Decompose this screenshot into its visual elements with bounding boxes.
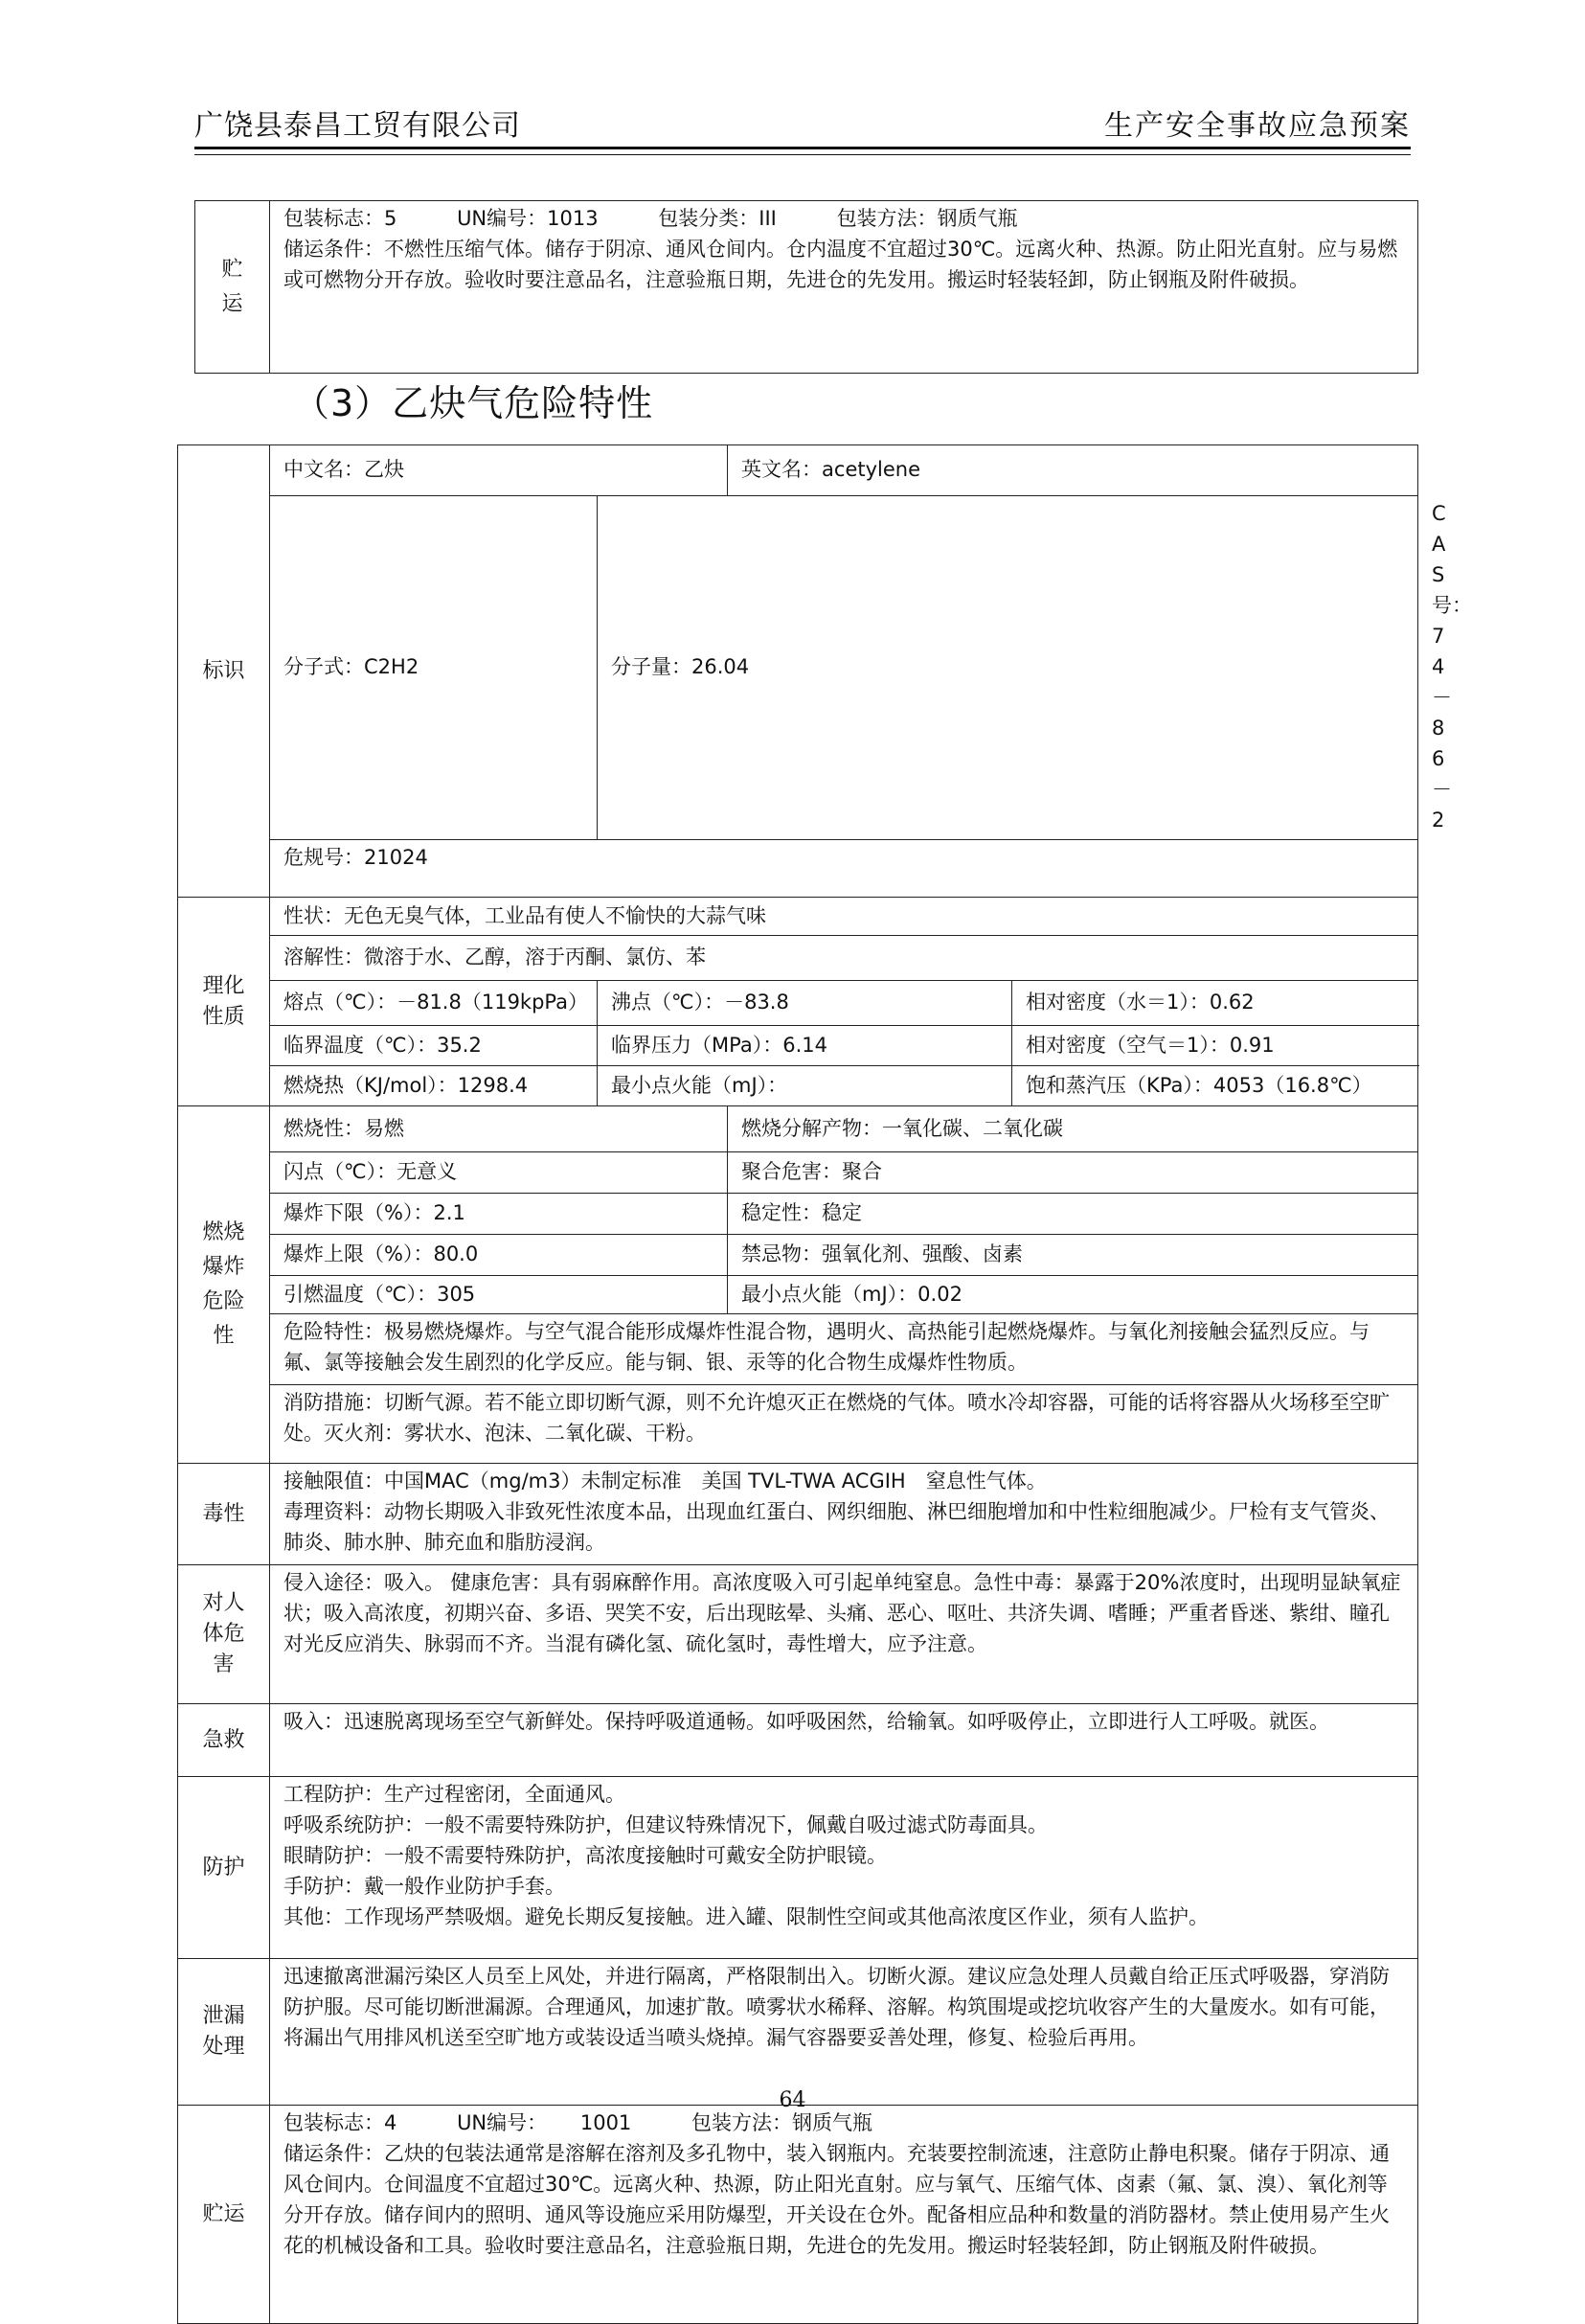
autoignition-temperature: 引燃温度（℃）：305 bbox=[270, 1276, 728, 1314]
category-cell bbox=[195, 201, 270, 374]
section-title: （3）乙炔气危险特性 bbox=[293, 382, 654, 424]
formula: 分子式：C2H2 bbox=[270, 496, 598, 840]
eye-protection: 眼睛防护：一般不需要特殊防护，高浓度接触时可戴安全防护眼镜。 bbox=[283, 1844, 887, 1867]
header-rule-thin bbox=[194, 154, 1411, 155]
toxicology: 毒理资料：动物长期吸入非致死性浓度本品，出现血红蛋白、网织细胞、淋巴细胞增加和中性粒细胞减少。尸检有支气管炎、肺炎、肺水肿、肺充血和脂肪浸润。 bbox=[283, 1500, 1390, 1554]
category-cell bbox=[178, 2106, 270, 2324]
polymerization-hazard: 聚合危害：聚合 bbox=[728, 1152, 1418, 1194]
storage-conditions: 储运条件：乙炔的包装法通常是溶解在溶剂及多孔物中，装入钢瓶内。充装要控制流速，注意防止静电积聚。储存于阴凉、通风仓间内。仓间温度不宜超过30℃。远离火种、热源，防止阳光直射。应与氧气、压缩气体、卤素（氟、氯、溴）、氧化剂等分开存放。储存间内的照明、通风等设施应采用防爆型，开关设在仓外。配备相应品种和数量的消防器材。禁止使用易产生火花的机械设备和工具。验收时要注意品名，注意验瓶日期，先进仓的先发用。搬运时轻装轻卸，防止钢瓶及附件破损。 bbox=[283, 2142, 1390, 2257]
hand-protection: 手防护：戴一般作业防护手套。 bbox=[283, 1875, 565, 1898]
category-label: 贮运 bbox=[221, 257, 243, 316]
category-cell bbox=[178, 1464, 270, 1565]
min-ignition-energy: 最小点火能（mJ）： bbox=[598, 1066, 1012, 1106]
category-label: 急救 bbox=[202, 1727, 245, 1752]
category-cell bbox=[178, 1106, 270, 1464]
category-label: 理化性质 bbox=[202, 973, 245, 1029]
packaging-mark: 包装标志：4 bbox=[283, 2111, 397, 2134]
relative-density-air: 相对密度（空气＝1）：0.91 bbox=[1012, 1026, 1418, 1066]
header-rule-thick bbox=[194, 147, 1411, 149]
decomposition-products: 燃烧分解产物：一氧化碳、二氧化碳 bbox=[728, 1106, 1418, 1152]
acetylene-hazard-table: 标识 中文名：乙炔 英文名：acetylene 分子式：C2H2 分子量：26.04 CAS号：74－86－2 危规号：21024 理化性质 性状：无色无臭气体，工业品有使人不愉快的大蒜气味 溶解性：微溶于水、乙醇，溶于丙酮、氯仿、苯 熔点（℃）：－81.8（119kpPa） 沸点（℃）：－83.8 相对密度（水＝1）：0.62 临界温度（℃）：35.2 临界压力（MPa）：6.14 相对密度（空气＝1）：0.91 燃烧热（KJ/mol）：1298.4 最小点火能（mJ）： 饱和蒸汽压（KPa）：4053（16.8℃） 燃烧爆炸危险性 燃烧性：易燃 燃烧分解产物：一氧化碳、二氧化碳 闪点（℃）：无意义 聚合危害：聚合 爆炸下限（%）：2.1 稳定性：稳定 爆炸上限（%）：80.0 禁忌物：强氧化剂、强酸、卤素 引燃温度（℃）：305 最小点火能（mJ）：0.02 危险特性：极易燃烧爆炸。与空气混合能形成爆炸性混合物，遇明火、高热能引起燃烧爆炸。与氧化剂接触会猛烈反应。与氟、氯等接触会发生剧烈的化学反应。能与铜、银、汞等的化合物生成爆炸性物质。 消防措施：切断气源。若不能立即切断气源，则不允许熄灭正在燃烧的气体。喷水冷却容器，可能的话将容器从火场移至空旷处。灭火剂：雾状水、泡沫、二氧化碳、干粉。 毒性 接触限值：中国MAC（mg/m3）未制定标准 美国 TVL-TWA ACGIH 窒息性气体。 毒理资料：动物长期吸入非致死性浓度本品，出现血红蛋白、网织细胞、淋巴细胞增加和中性粒细胞减少。尸检有支气管炎、肺炎、肺水肿、肺充血和脂肪浸润。 对人体危害 侵入途径：吸入。 健康危害：具有弱麻醉作用。高浓度吸入可引起单纯窒息。急性中毒：暴露于20%浓度时，出现明显缺氧症状；吸入高浓度，初期兴奋、多语、哭笑不安，后出现眩晕、头痛、恶心、呕吐、共济失调、嗜睡；严重者昏迷、紫绀、瞳孔对光反应消失、脉弱而不齐。当混有磷化氢、硫化氢时，毒性增大，应予注意。 急救 吸入：迅速脱离现场至空气新鲜处。保持呼吸道通畅。如呼吸困然，给输氧。如呼吸停止，立即进行人工呼吸。就医。 防护 工程防护：生产过程密闭，全面通风。 呼吸系统防护：一般不需要特殊防护，但建议特殊情况下，佩戴自吸过滤式防毒面具。 眼睛防护：一般不需要特殊防护，高浓度接触时可戴安全防护眼镜。 手防护：戴一般作业防护手套。 其他：工作现场严禁吸烟。避免长期反复接触。进入罐、限制性空间或其他高浓度区作业，须有人监护。 泄漏处理 迅速撤离泄漏污染区人员至上风处，并进行隔离，严格限制出入。切断火源。建议应急处理人员戴自给正压式呼吸器，穿消防防护服。尽可能切断泄漏源。合理通风，加速扩散。喷雾状水稀释、溶解。构筑围堤或挖坑收容产生的大量废水。如有可能，将漏出气用排风机送至空旷地方或装设适当喷头烧掉。漏气容器要妥善处理，修复、检验后再用。 贮运 包装标志：4 UN编号： 1001 包装方法：钢质气瓶 储运条件：乙炔的包装法通常是溶解在溶剂及多孔物中，装入钢瓶内。充装要控制流速，注意防止静电积聚。储存于阴凉、通风仓间内。仓间温度不宜超过30℃。远离火种、热源，防止阳光直射。应与氧气、压缩气体、卤素（氟、氯、溴）、氧化剂等分开存放。储存间内的照明、通风等设施应采用防爆型，开关设在仓外。配备相应品种和数量的消防器材。禁止使用易产生火花的机械设备和工具。验收时要注意品名，注意验瓶日期，先进仓的先发用。搬运时轻装轻卸，防止钢瓶及附件破损。 bbox=[177, 444, 1418, 2324]
exposure-limit: 接触限值：中国MAC（mg/m3）未制定标准 美国 TVL-TWA ACGIH 窒息性气体。 bbox=[283, 1470, 1047, 1492]
boiling-point: 沸点（℃）：－83.8 bbox=[598, 981, 1012, 1026]
packaging-line bbox=[283, 203, 1404, 234]
lower-explosive-limit: 爆炸下限（%）：2.1 bbox=[270, 1194, 728, 1235]
engineering-protection: 工程防护：生产过程密闭，全面通风。 bbox=[283, 1783, 625, 1806]
flammability: 燃烧性：易燃 bbox=[270, 1106, 728, 1152]
document-title: 生产安全事故应急预案 bbox=[1104, 109, 1411, 143]
appearance: 性状：无色无臭气体，工业品有使人不愉快的大蒜气味 bbox=[270, 898, 1418, 936]
storage-content bbox=[270, 2106, 1418, 2324]
stability: 稳定性：稳定 bbox=[728, 1194, 1418, 1235]
protection-content bbox=[270, 1777, 1418, 1959]
category-label: 防护 bbox=[202, 1855, 245, 1880]
firefighting-measures: 消防措施：切断气源。若不能立即切断气源，则不允许熄灭正在燃烧的气体。喷水冷却容器，可能的话将容器从火场移至空旷处。灭火剂：雾状水、泡沫、二氧化碳、干粉。 bbox=[270, 1385, 1418, 1464]
category-cell bbox=[178, 1777, 270, 1959]
critical-pressure: 临界压力（MPa）：6.14 bbox=[598, 1026, 1012, 1066]
category-label: 贮运 bbox=[202, 2201, 245, 2226]
toxicity-content bbox=[270, 1464, 1418, 1565]
category-label: 燃烧爆炸危险性 bbox=[202, 1220, 245, 1348]
incompatible-materials: 禁忌物：强氧化剂、强酸、卤素 bbox=[728, 1235, 1418, 1276]
category-label: 泄漏处理 bbox=[202, 2004, 245, 2059]
un-number: UN编号：1013 bbox=[457, 207, 599, 230]
flash-point: 闪点（℃）：无意义 bbox=[270, 1152, 728, 1194]
category-label: 毒性 bbox=[202, 1501, 245, 1526]
packaging-method: 包装方法：钢质气瓶 bbox=[691, 2111, 872, 2134]
packaging-method: 包装方法：钢质气瓶 bbox=[836, 207, 1018, 230]
min-ignition-energy: 最小点火能（mJ）：0.02 bbox=[728, 1276, 1418, 1314]
page-header bbox=[194, 107, 1411, 149]
other-protection: 其他：工作现场严禁吸烟。避免长期反复接触。进入罐、限制性空间或其他高浓度区作业，须有人监护。 bbox=[283, 1905, 1209, 1928]
hazard-characteristics: 危险特性：极易燃烧爆炸。与空气混合能形成爆炸性混合物，遇明火、高热能引起燃烧爆炸。与氧化剂接触会猛烈反应。与氟、氯等接触会发生剧烈的化学反应。能与铜、银、汞等的化合物生成爆炸性物质。 bbox=[270, 1314, 1418, 1385]
relative-density-water: 相对密度（水＝1）：0.62 bbox=[1012, 981, 1418, 1026]
hazard-number: 危规号：21024 bbox=[270, 840, 1418, 898]
respiratory-protection: 呼吸系统防护：一般不需要特殊防护，但建议特殊情况下，佩戴自吸过滤式防毒面具。 bbox=[283, 1813, 1048, 1836]
previous-storage-table bbox=[194, 200, 1418, 374]
un-number-label: UN编号： bbox=[457, 2111, 548, 2134]
first-aid: 吸入：迅速脱离现场至空气新鲜处。保持呼吸道通畅。如呼吸困然，给输氧。如呼吸停止，立即进行人工呼吸。就医。 bbox=[270, 1704, 1418, 1777]
company-name: 广饶县泰昌工贸有限公司 bbox=[194, 109, 521, 143]
category-cell bbox=[178, 1565, 270, 1704]
cn-name: 中文名：乙炔 bbox=[270, 445, 728, 496]
category-label: 对人体危害 bbox=[202, 1591, 245, 1676]
category-cell bbox=[178, 1959, 270, 2106]
en-name: 英文名：acetylene bbox=[728, 445, 1418, 496]
storage-conditions: 储运条件：不燃性压缩气体。储存于阴凉、通风仓间内。仓内温度不宜超过30℃。远离火种、热源。防止阳光直射。应与易燃或可燃物分开存放。验收时要注意品名，注意验瓶日期，先进仓的先发用。搬运时轻装轻卸，防止钢瓶及附件破损。 bbox=[283, 238, 1398, 291]
un-number-value: 1001 bbox=[579, 2111, 632, 2134]
category-cell bbox=[178, 445, 270, 898]
category-cell bbox=[178, 898, 270, 1106]
storage-content bbox=[270, 201, 1418, 374]
vapor-pressure: 饱和蒸汽压（KPa）：4053（16.8℃） bbox=[1012, 1066, 1418, 1106]
packaging-mark: 包装标志：5 bbox=[283, 207, 397, 230]
melting-point: 熔点（℃）：－81.8（119kpPa） bbox=[270, 981, 598, 1026]
category-label: 标识 bbox=[202, 658, 245, 683]
upper-explosive-limit: 爆炸上限（%）：80.0 bbox=[270, 1235, 728, 1276]
page-number: 64 bbox=[779, 2088, 806, 2112]
category-cell bbox=[178, 1704, 270, 1777]
solubility: 溶解性：微溶于水、乙醇，溶于丙酮、氯仿、苯 bbox=[270, 936, 1418, 981]
molecular-weight: 分子量：26.04 bbox=[598, 496, 1418, 840]
critical-temperature: 临界温度（℃）：35.2 bbox=[270, 1026, 598, 1066]
packaging-class: 包装分类：III bbox=[658, 207, 777, 230]
heat-of-combustion: 燃烧热（KJ/mol）：1298.4 bbox=[270, 1066, 598, 1106]
health-hazards: 侵入途径：吸入。 健康危害：具有弱麻醉作用。高浓度吸入可引起单纯窒息。急性中毒：暴露于20%浓度时，出现明显缺氧症状；吸入高浓度，初期兴奋、多语、哭笑不安，后出现眩晕、头痛、恶心、呕吐、共济失调、嗜睡；严重者昏迷、紫绀、瞳孔对光反应消失、脉弱而不齐。当混有磷化氢、硫化氢时，毒性增大，应予注意。 bbox=[270, 1565, 1418, 1704]
leak-handling: 迅速撤离泄漏污染区人员至上风处，并进行隔离，严格限制出入。切断火源。建议应急处理人员戴自给正压式呼吸器，穿消防防护服。尽可能切断泄漏源。合理通风，加速扩散。喷雾状水稀释、溶解。构筑围堤或挖坑收容产生的大量废水。如有可能，将漏出气用排风机送至空旷地方或装设适当喷头烧掉。漏气容器要妥善处理，修复、检验后再用。 bbox=[270, 1959, 1418, 2106]
